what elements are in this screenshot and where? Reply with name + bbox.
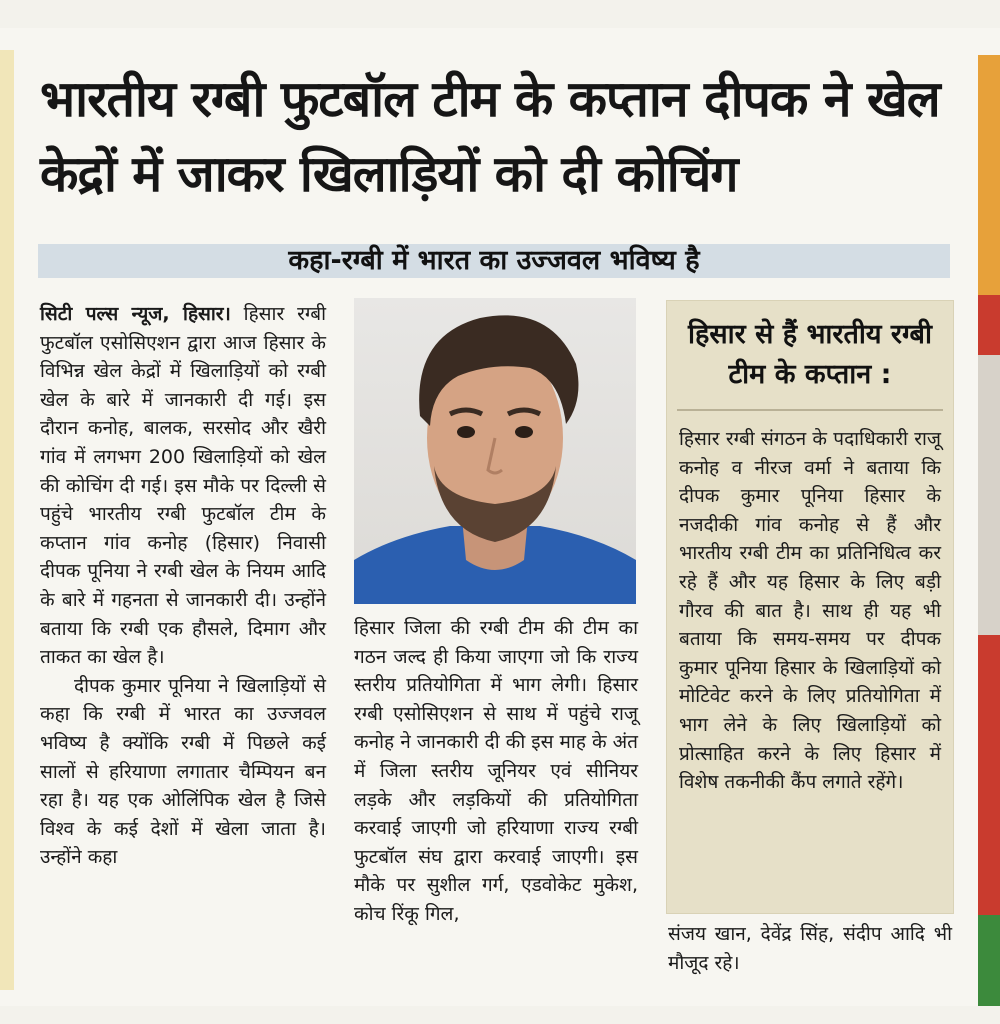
column-middle — [354, 614, 638, 929]
clipped-previous-article-strip — [0, 0, 1000, 28]
column-left-para-1 — [40, 300, 326, 672]
sidebar-box-text: हिसार रग्बी संगठन के पदाधिकारी राजू कनोह व नीरज वर्मा ने बताया कि दीपक कुमार पूनिया हिसार के नजदीकी गांव कनोह से हैं और भारतीय रग्बी टीम का प्रतिनिधित्व कर रहे हैं और यह हिसार के लिए बड़ी गौरव की बात है। साथ ही यह भी बताया कि समय-समय पर दीपक कुमार पूनिया हिसार के खिलाड़ियों को मोटिवेट करने के लिए प्रतियोगिता में भाग लेने के लिए खिलाड़ियों को प्रोत्साहित करने के लिए हिसार में विशेष तकनीकी कैंप लगाते रहेंगे। — [679, 428, 941, 794]
adjacent-advertisement-edge — [978, 55, 1000, 1024]
column-right-tail-text: संजय खान, देवेंद्र सिंह, संदीप आदि भी मौजूद रहे। — [668, 923, 952, 974]
sidebar-box-body — [679, 425, 941, 797]
subheadline-bar — [38, 244, 950, 278]
dateline: सिटी पल्स न्यूज, हिसार। — [40, 303, 231, 325]
column-left-text-1: हिसार रग्बी फुटबॉल एसोसिएशन द्वारा आज हिसार के विभिन्न खेल केद्रों में खिलाड़ियों को रग्बी खेल के बारे में जानकारी दी गई। इस दौरान कनोह, बालक, सरसोद और खैरी गांव में लगभग 200 खिलाड़ियों को खेल की कोचिंग दी गई। इस मौके पर दिल्ली से पहुंचे भारतीय रग्बी फुटबॉल टीम के कप्तान गांव कनोह (हिसार) निवासी दीपक पूनिया ने रग्बी खेल के नियम आदि के बारे में गहनता से जानकारी दी। उन्होंने बताया कि रग्बी एक हौसले, दिमाग और ताकत का खेल है। — [40, 303, 326, 669]
column-left-para-2: दीपक कुमार पूनिया ने खिलाड़ियों से कहा कि रग्बी में भारत का उज्जवल भविष्य है क्योंकि रग्बी में पिछले कई सालों से हरियाणा लगातार चैम्पियन बन रहा है। यह एक ओलिंपिक खेल है जिसे विश्व के कई देशों में खेला जाता है। उन्होंने कहा — [40, 674, 326, 869]
column-right-tail — [668, 920, 952, 977]
sidebar-box-divider — [677, 409, 943, 411]
subheadline: कहा-रग्बी में भारत का उज्जवल भविष्य है — [288, 245, 700, 276]
clipped-next-article-strip — [0, 1006, 1000, 1024]
headline: भारतीय रग्बी फुटबॉल टीम के कप्तान दीपक ने खेल केद्रों में जाकर खिलाड़ियों को दी कोचिंग — [40, 70, 940, 203]
left-eye — [457, 426, 475, 438]
player-photo — [354, 298, 636, 604]
portrait-illustration — [354, 298, 636, 604]
right-eye — [515, 426, 533, 438]
ad-block-grey — [978, 355, 1000, 635]
column-middle-text: हिसार जिला की रग्बी टीम की टीम का गठन जल्द ही किया जाएगा जो कि राज्य स्तरीय प्रतियोगिता में भाग लेगी। हिसार रग्बी एसोसिएशन से साथ में पहुंचे राजू कनोह ने जानकारी दी की इस माह के अंत में जिला स्तरीय जूनियर एवं सीनियर लड़के और लड़कियों की प्रतियोगिता करवाई जाएगी जो हरियाणा राज्य रग्बी फुटबॉल संघ द्वारा करवाई जाएगी। इस मौके पर सुशील गर्ग, एडवोकेट मुकेश, कोच रिंकू गिल, — [354, 617, 638, 925]
left-page-margin — [0, 50, 14, 990]
sidebar-box — [666, 300, 954, 914]
column-left — [40, 300, 326, 872]
ad-block-orange — [978, 55, 1000, 295]
sidebar-box-title: हिसार से हैं भारतीय रग्बी टीम के कप्तान : — [688, 319, 932, 390]
